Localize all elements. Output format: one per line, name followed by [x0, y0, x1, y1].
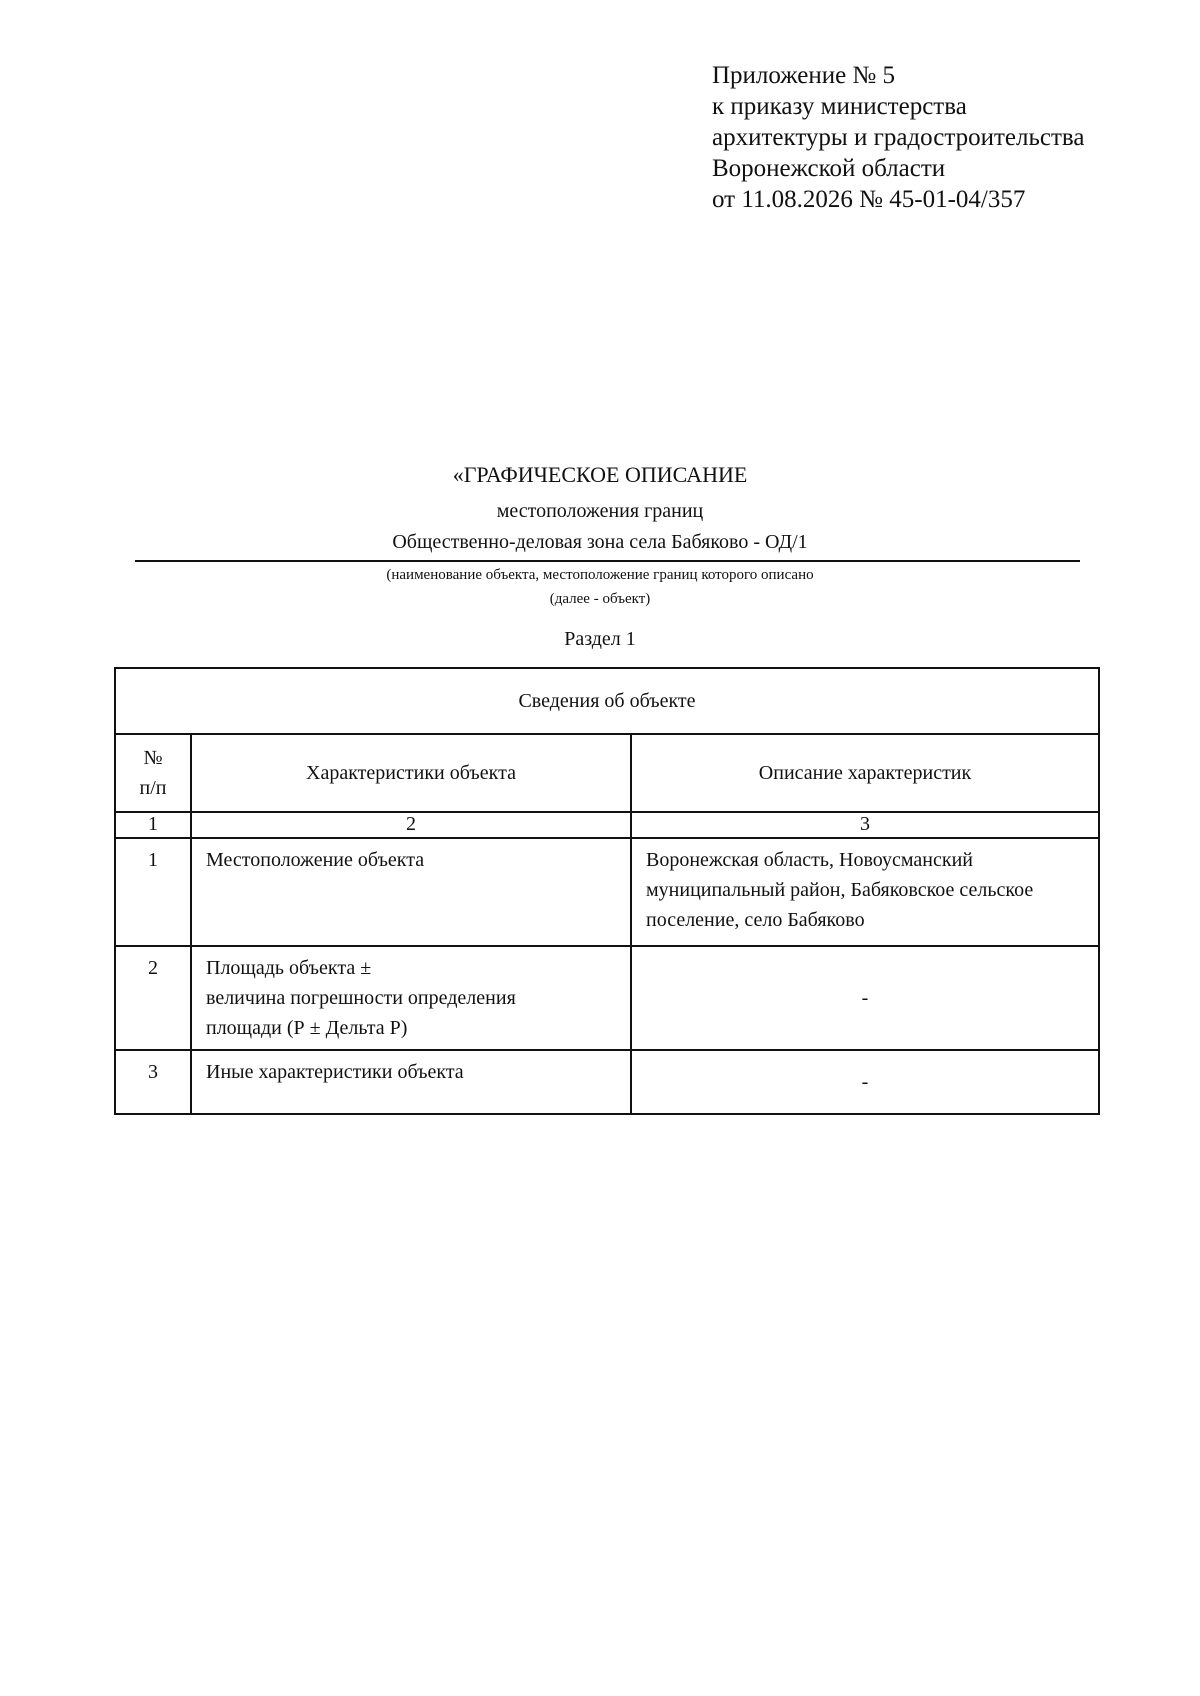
header-characteristics: Характеристики объекта [191, 734, 631, 812]
object-name-underline [135, 560, 1080, 562]
row-number: 1 [115, 838, 191, 946]
column-number: 1 [115, 812, 191, 838]
appendix-line: Воронежской области [712, 155, 946, 182]
header-number [115, 734, 191, 812]
row-characteristic-line: величина погрешности определения [206, 987, 516, 1009]
column-number: 3 [631, 812, 1099, 838]
table-row [115, 1050, 1099, 1114]
appendix-line: Приложение № 5 [712, 62, 896, 89]
row-description: Воронежская область, Новоусманский муниципальный район, Бабяковское сельское поселение, село Бабяково [631, 838, 1099, 946]
document-subtitle: местоположения границ [496, 500, 704, 522]
table-row [115, 838, 1099, 946]
row-description: - [631, 946, 1099, 1050]
header-number-line: п/п [139, 777, 167, 799]
document-title: «ГРАФИЧЕСКОЕ ОПИСАНИЕ [452, 462, 748, 487]
row-description: - [631, 1050, 1099, 1114]
row-characteristic [191, 946, 631, 1050]
appendix-block [712, 60, 1084, 215]
appendix-line: архитектуры и градостроительства [712, 124, 1085, 151]
row-characteristic: Иные характеристики объекта [191, 1050, 631, 1114]
appendix-line: от 11.08.2026 № 45-01-04/357 [712, 186, 1026, 213]
row-characteristic: Местоположение объекта [191, 838, 631, 946]
column-number: 2 [191, 812, 631, 838]
object-info-table [114, 667, 1100, 1115]
appendix-line: к приказу министерства [712, 93, 967, 120]
header-description: Описание характеристик [631, 734, 1099, 812]
section-title: Раздел 1 [564, 628, 636, 650]
object-name-note: (далее - объект) [549, 591, 651, 607]
row-number: 2 [115, 946, 191, 1050]
header-number-line: № [143, 747, 163, 769]
table-caption: Сведения об объекте [115, 668, 1099, 734]
table-row [115, 946, 1099, 1050]
object-name-note: (наименование объекта, местоположение границ которого описано [386, 567, 814, 583]
row-characteristic-line: площади (Р ± Дельта Р) [206, 1017, 408, 1039]
object-name: Общественно-деловая зона села Бабяково - ОД/1 [392, 531, 808, 553]
row-number: 3 [115, 1050, 191, 1114]
row-characteristic-line: Площадь объекта ± [206, 957, 372, 979]
